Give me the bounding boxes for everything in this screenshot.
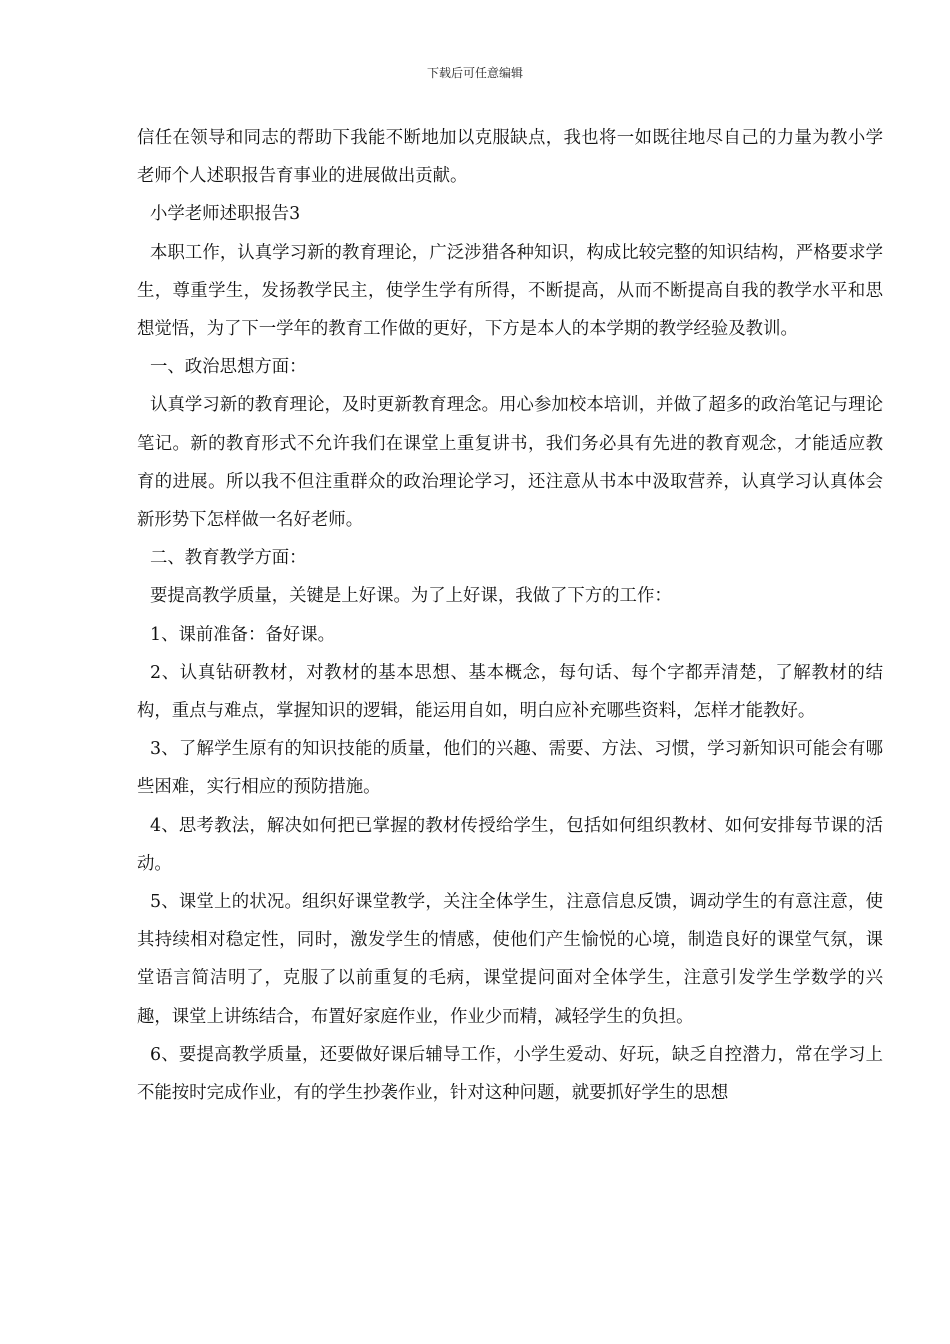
paragraph-intro: 本职工作，认真学习新的教育理论，广泛涉猎各种知识，构成比较完整的知识结构，严格要求学生，尊重学生，发扬教学民主，使学生学有所得，不断提高，从而不断提高自我的教学水平和思想觉悟，为了下一学年的教育工作做的更好，下方是本人的本学期的教学经验及教训。 (137, 242, 883, 340)
list-item-6: 6、要提高教学质量，还要做好课后辅导工作，小学生爱动、好玩，缺乏自控潜力，常在学习上不能按时完成作业，有的学生抄袭作业，针对这种问题，就要抓好学生的思想 (137, 1044, 883, 1104)
page-header-note: 下载后可任意编辑 (426, 66, 523, 80)
section-title: 小学老师述职报告3 (150, 204, 301, 225)
list-item-4: 4、思考教法，解决如何把已掌握的教材传授给学生，包括如何组织教材、如何安排每节课的活动。 (137, 815, 883, 874)
list-item-2: 2、认真钻研教材，对教材的基本思想、基本概念，每句话、每个字都弄清楚，了解教材的结构，重点与难点，掌握知识的逻辑，能运用自如，明白应补充哪些资料，怎样才能教好。 (137, 662, 883, 722)
paragraph-continuation: 信任在领导和同志的帮助下我能不断地加以克服缺点，我也将一如既往地尽自己的力量为教小学老师个人述职报告育事业的进展做出贡献。 (137, 128, 883, 187)
document-body (137, 119, 883, 1112)
heading-political: 一、政治思想方面： (150, 357, 307, 378)
list-item-3: 3、了解学生原有的知识技能的质量，他们的兴趣、需要、方法、习惯，学习新知识可能会有哪些困难，实行相应的预防措施。 (137, 739, 883, 798)
list-item-5: 5、课堂上的状况。组织好课堂教学，关注全体学生，注意信息反馈，调动学生的有意注意，使其持续相对稳定性，同时，激发学生的情感，使他们产生愉悦的心境，制造良好的课堂气氛，课堂语言简洁明了，克服了以前重复的毛病，课堂提问面对全体学生，注意引发学生学数学的兴趣，课堂上讲练结合，布置好家庭作业，作业少而精，减轻学生的负担。 (137, 892, 883, 1027)
paragraph-teaching-intro: 要提高教学质量，关键是上好课。为了上好课，我做了下方的工作： (150, 586, 672, 607)
list-item-1: 1、课前准备：备好课。 (150, 624, 335, 645)
paragraph-political: 认真学习新的教育理论，及时更新教育理念。用心参加校本培训，并做了超多的政治笔记与理论笔记。新的教育形式不允许我们在课堂上重复讲书，我们务必具有先进的教育观念，才能适应教育的进展。所以我不但注重群众的政治理论学习，还注意从书本中汲取营养，认真学习认真体会新形势下怎样做一名好老师。 (137, 395, 883, 531)
heading-teaching: 二、教育教学方面： (150, 548, 307, 569)
